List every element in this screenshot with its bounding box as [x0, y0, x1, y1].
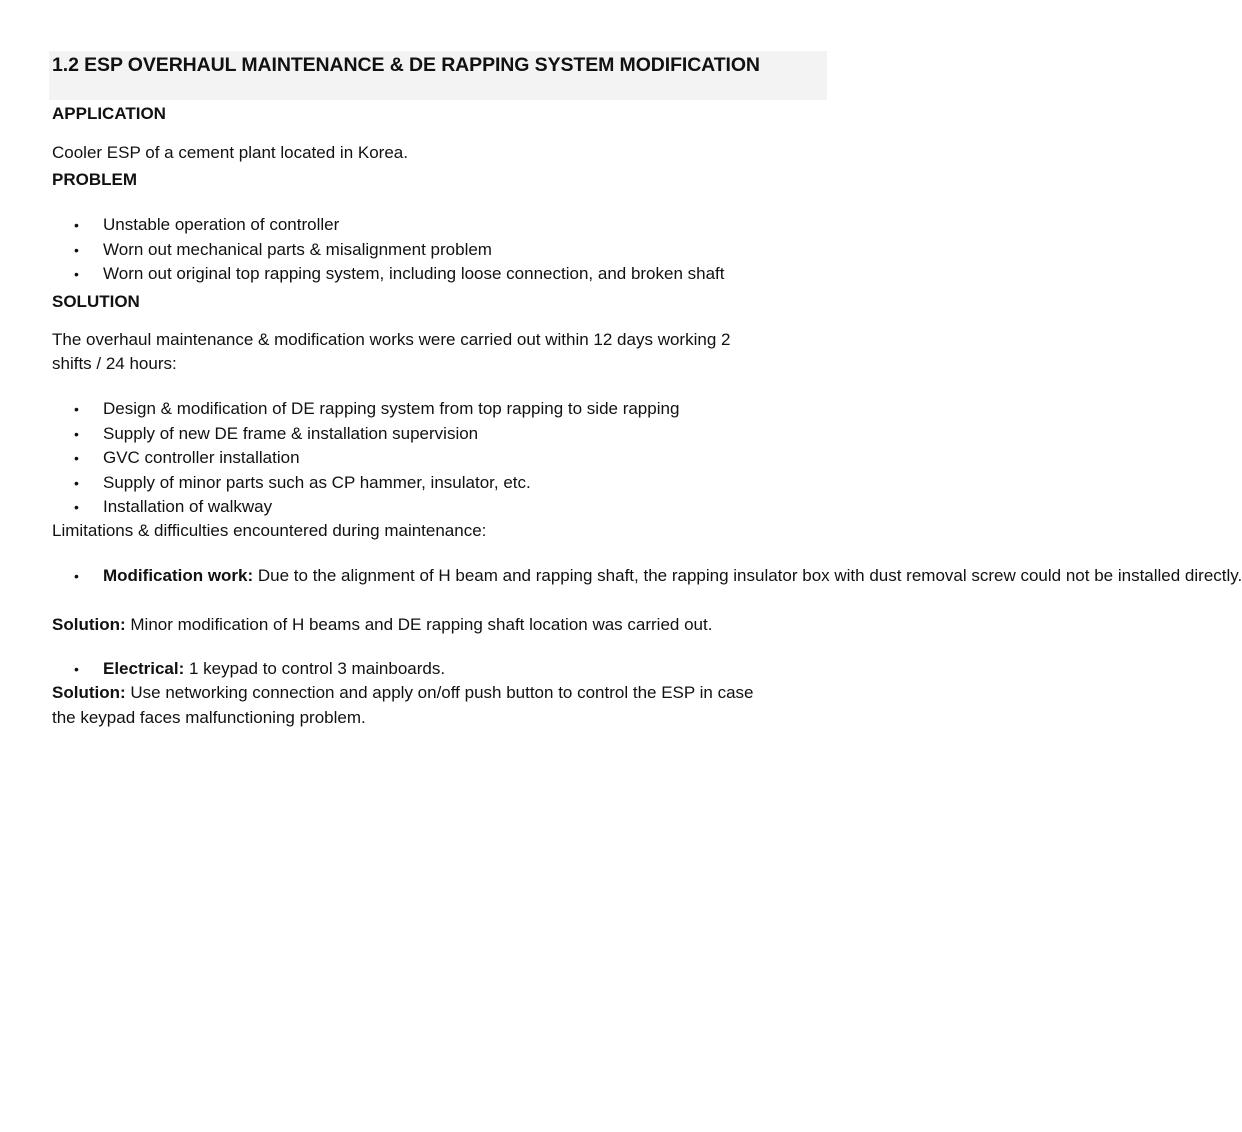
electrical-text: 1 keypad to control 3 mainboards.	[184, 659, 446, 678]
application-text: Cooler ESP of a cement plant located in Korea.	[52, 143, 408, 162]
electrical-solution-text-line-2: the keypad faces malfunctioning problem.	[52, 708, 366, 727]
solution-heading: SOLUTION	[52, 292, 140, 311]
list-item	[52, 564, 1242, 589]
solution-label: Solution:	[52, 615, 126, 634]
modification-solution	[52, 613, 712, 638]
modification-text: Due to the alignment of H beam and rapping shaft, the rapping insulator box with dust removal screw could not be installed directly.	[253, 566, 1242, 585]
list-item: • Supply of minor parts such as CP hammer, insulator, etc.	[52, 471, 679, 496]
solution-list	[52, 397, 679, 520]
modification-solution-text: Minor modification of H beams and DE rapping shaft location was carried out.	[125, 615, 713, 634]
electrical-list	[52, 657, 445, 682]
electrical-solution-text-line-1: Use networking connection and apply on/off push button to control the ESP in case	[125, 683, 754, 702]
electrical-solution	[52, 681, 754, 706]
list-item: • Design & modification of DE rapping system from top rapping to side rapping	[52, 397, 679, 422]
solution-intro-line-2: shifts / 24 hours:	[52, 354, 177, 373]
electrical-label: Electrical:	[103, 659, 185, 678]
document-title: 1.2 ESP OVERHAUL MAINTENANCE & DE RAPPING SYSTEM MODIFICATION	[52, 54, 760, 76]
list-item: • Supply of new DE frame & installation supervision	[52, 422, 679, 447]
list-item: • Worn out mechanical parts & misalignment problem	[52, 238, 725, 263]
application-heading: APPLICATION	[52, 104, 166, 123]
solution-label: Solution:	[52, 683, 126, 702]
list-item: • Installation of walkway	[52, 495, 679, 520]
list-item	[52, 657, 445, 682]
limitations-intro: Limitations & difficulties encountered during maintenance:	[52, 521, 487, 540]
modification-list	[52, 564, 1242, 589]
solution-intro-line-1: The overhaul maintenance & modification works were carried out within 12 days working 2	[52, 330, 731, 349]
problem-list	[52, 213, 725, 287]
list-item: • Worn out original top rapping system, including loose connection, and broken shaft	[52, 262, 725, 287]
list-item: • Unstable operation of controller	[52, 213, 725, 238]
list-item: • GVC controller installation	[52, 446, 679, 471]
modification-label: Modification work:	[103, 566, 254, 585]
problem-heading: PROBLEM	[52, 170, 137, 189]
